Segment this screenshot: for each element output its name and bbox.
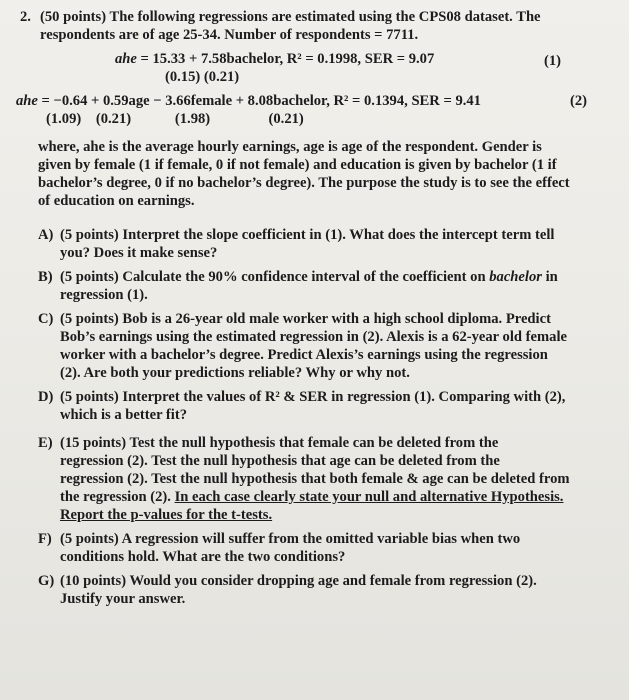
equation-1 (20, 48, 607, 84)
question-f-label: F) (38, 531, 52, 547)
question-e-line-2: regression (2). Test the null hypothesis that age can be deleted from the (60, 453, 500, 469)
question-c-line-1: (5 points) Bob is a 26-year old male worker with a high school diploma. Predict (60, 311, 551, 327)
question-e-line-3: regression (2). Test the null hypothesis that both female & age can be deleted from (60, 471, 570, 487)
question-d (20, 388, 607, 424)
question-g-line-2: Justify your answer. (60, 591, 186, 607)
question-e-line-1: (15 points) Test the null hypothesis that female can be deleted from the (60, 435, 499, 451)
intro-line-1: (50 points) The following regressions are estimated using the CPS08 dataset. The (40, 9, 541, 25)
problem-number: 2. (20, 9, 31, 25)
question-d-line-1: (5 points) Interpret the values of R² & SER in regression (1). Comparing with (2), (60, 389, 566, 405)
question-c-line-4: (2). Are both your predictions reliable? Why or why not. (60, 365, 410, 381)
eq2-lhs: ahe (16, 93, 38, 109)
question-d-label: D) (38, 389, 54, 405)
question-a-label: A) (38, 227, 54, 243)
question-e (20, 434, 607, 524)
eq2-standard-errors: (1.09) (0.21) (1.98) (0.21) (46, 111, 304, 127)
question-a-line-1: (5 points) Interpret the slope coefficient in (1). What does the intercept term tell (60, 227, 555, 243)
eq2-tag: (2) (569, 93, 587, 109)
question-g (20, 572, 607, 608)
equation-2 (16, 88, 607, 127)
question-e-line-4-start: the regression (2). (60, 489, 175, 505)
question-d-line-2: which is a better fit? (60, 407, 188, 423)
question-b-line-2: regression (1). (60, 287, 148, 303)
question-f (20, 530, 607, 566)
question-b (20, 268, 607, 304)
question-e-label: E) (38, 435, 53, 451)
where-line-2: given by female (1 if female, 0 if not female) and education is given by bachelor (1 if (38, 157, 557, 173)
question-g-label: G) (38, 573, 55, 589)
question-e-line-5: Report the p-values for the t-tests. (60, 507, 273, 523)
question-b-text-end: in (541, 269, 558, 285)
question-g-line-1: (10 points) Would you consider dropping age and female from regression (2). (60, 573, 537, 589)
variable-definitions (20, 138, 607, 210)
question-b-label: B) (38, 269, 53, 285)
problem-intro (20, 8, 607, 44)
eq1-standard-errors: (0.15) (0.21) (165, 69, 240, 85)
eq1-lhs: ahe (115, 51, 137, 67)
question-b-line-1 (60, 268, 607, 286)
where-line-3: bachelor’s degree, 0 if no bachelor’s degree). The purpose the study is to see the effect (38, 175, 570, 191)
question-c-line-3: worker with a bachelor’s degree. Predict Alexis’s earnings using the regression (60, 347, 548, 363)
where-line-4: of education on earnings. (38, 193, 195, 209)
question-e-line-4 (60, 488, 607, 506)
intro-line-2: respondents are of age 25-34. Number of respondents = 7711. (40, 27, 419, 43)
question-b-var: bachelor (489, 269, 542, 285)
question-f-line-2: conditions hold. What are the two conditions? (60, 549, 346, 565)
eq2-rhs: = −0.64 + 0.59age − 3.66female + 8.08bachelor, R² = 0.1394, SER = 9.41 (41, 93, 481, 109)
question-b-text: (5 points) Calculate the 90% confidence interval of the coefficient on (60, 269, 490, 285)
eq1-tag: (1) (543, 53, 561, 69)
question-c-label: C) (38, 311, 54, 327)
question-c (20, 310, 607, 382)
where-line-1: where, ahe is the average hourly earnings, age is age of the respondent. Gender is (38, 139, 542, 155)
question-c-line-2: Bob’s earnings using the estimated regression in (2). Alexis is a 62-year old female (60, 329, 567, 345)
question-e-underlined-instruction: In each case clearly state your null and alternative Hypothesis. (174, 489, 564, 505)
eq1-rhs: = 15.33 + 7.58bachelor, R² = 0.1998, SER = 9.07 (140, 51, 435, 67)
question-a-line-2: you? Does it make sense? (60, 245, 218, 261)
question-f-line-1: (5 points) A regression will suffer from the omitted variable bias when two (60, 531, 521, 547)
question-a (20, 226, 607, 262)
